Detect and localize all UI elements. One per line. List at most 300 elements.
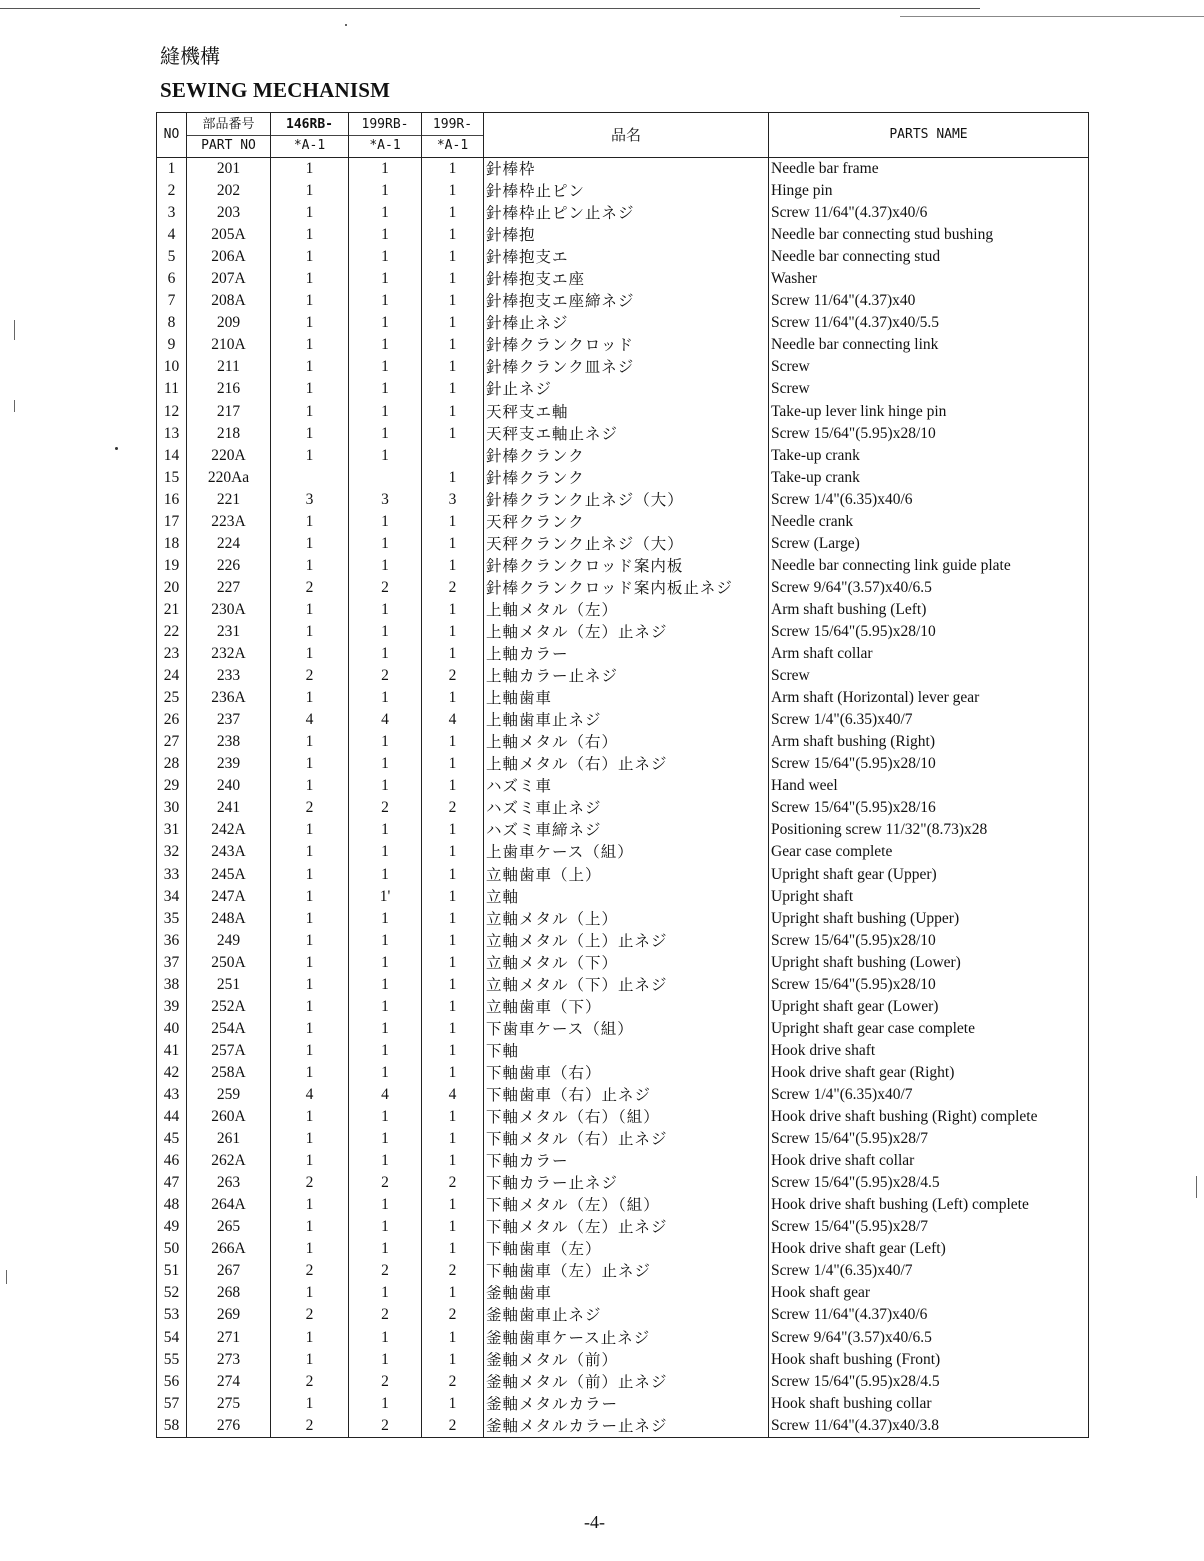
row-name-english: Screw 15/64"(5.95)x28/10 [769,753,1089,775]
row-number: 3 [157,202,187,224]
row-name-japanese: 立軸 [484,886,769,908]
header-part-no-en: PART NO [201,137,256,153]
row-name-english: Positioning screw 11/32"(8.73)x28 [769,819,1089,841]
header-model-199r-top: 199R- [422,115,483,136]
row-qty-199rb: 1 [349,1194,422,1216]
row-name-english: Hook shaft gear [769,1282,1089,1304]
row-qty-199r: 1 [422,401,484,423]
row-qty-199r: 1 [422,864,484,886]
parts-table-header [157,113,1089,158]
row-qty-199rb: 1 [349,290,422,312]
row-name-japanese: 針棒抱支エ [484,246,769,268]
row-qty-199r: 1 [422,1106,484,1128]
row-number: 57 [157,1393,187,1415]
row-name-japanese: 針棒抱 [484,224,769,246]
row-name-english: Upright shaft bushing (Lower) [769,952,1089,974]
row-qty-199r: 1 [422,1349,484,1371]
table-row [157,1282,1089,1304]
row-qty-199r: 1 [422,731,484,753]
row-number: 18 [157,533,187,555]
row-name-japanese: 下軸カラー止ネジ [484,1172,769,1194]
row-qty-199r: 2 [422,1415,484,1438]
row-qty-199r: 1 [422,1216,484,1238]
table-row [157,1371,1089,1393]
row-qty-146rb: 1 [271,268,349,290]
table-row [157,1415,1089,1438]
row-qty-146rb: 1 [271,533,349,555]
row-name-japanese: 立軸メタル（下） [484,952,769,974]
table-row [157,687,1089,709]
scan-edge-mark [6,1270,7,1284]
row-qty-199r: 1 [422,312,484,334]
table-row [157,1260,1089,1282]
row-part-number: 258A [187,1062,271,1084]
table-row [157,1018,1089,1040]
row-name-japanese: 針棒クランク [484,467,769,489]
row-qty-199rb: 1 [349,952,422,974]
row-part-number: 220Aa [187,467,271,489]
row-number: 31 [157,819,187,841]
row-number: 45 [157,1128,187,1150]
row-name-english: Needle bar connecting stud [769,246,1089,268]
row-name-english: Screw (Large) [769,533,1089,555]
row-qty-199rb: 1 [349,841,422,863]
row-name-english: Screw 11/64"(4.37)x40 [769,290,1089,312]
row-qty-146rb: 1 [271,224,349,246]
row-number: 15 [157,467,187,489]
header-name-jp: 品名 [484,113,769,158]
row-name-japanese: 天秤支エ軸止ネジ [484,423,769,445]
row-name-english: Screw 15/64"(5.95)x28/16 [769,797,1089,819]
row-number: 56 [157,1371,187,1393]
row-name-english: Screw 1/4"(6.35)x40/6 [769,489,1089,511]
row-number: 4 [157,224,187,246]
row-qty-146rb: 1 [271,753,349,775]
row-name-english: Upright shaft bushing (Upper) [769,908,1089,930]
row-qty-199rb: 1 [349,1393,422,1415]
row-qty-146rb: 1 [271,1216,349,1238]
table-row [157,1150,1089,1172]
row-qty-146rb: 1 [271,996,349,1018]
row-qty-199rb: 1 [349,268,422,290]
table-row [157,489,1089,511]
row-number: 25 [157,687,187,709]
table-row [157,797,1089,819]
table-row [157,202,1089,224]
table-row [157,158,1089,181]
row-name-english: Screw 15/64"(5.95)x28/4.5 [769,1371,1089,1393]
row-qty-199r: 2 [422,665,484,687]
row-qty-199rb: 2 [349,1415,422,1438]
row-part-number: 210A [187,334,271,356]
row-qty-199rb: 1 [349,908,422,930]
row-part-number: 250A [187,952,271,974]
table-row [157,511,1089,533]
row-part-number: 237 [187,709,271,731]
row-qty-146rb: 1 [271,687,349,709]
row-qty-199rb: 1 [349,643,422,665]
row-name-japanese: ハズミ車 [484,775,769,797]
row-qty-146rb: 1 [271,1393,349,1415]
row-qty-146rb: 1 [271,974,349,996]
row-name-japanese: 針棒クランク [484,445,769,467]
row-qty-146rb: 1 [271,864,349,886]
row-part-number: 208A [187,290,271,312]
row-name-japanese: 上軸歯車 [484,687,769,709]
row-qty-146rb: 1 [271,356,349,378]
table-row [157,445,1089,467]
row-qty-146rb [271,467,349,489]
header-model-199rb [349,113,422,158]
row-qty-199r: 1 [422,268,484,290]
table-row [157,356,1089,378]
row-name-english: Hook drive shaft gear (Right) [769,1062,1089,1084]
row-name-english: Screw 1/4"(6.35)x40/7 [769,1260,1089,1282]
row-name-english: Upright shaft gear (Upper) [769,864,1089,886]
header-model-199r [422,113,484,158]
row-number: 22 [157,621,187,643]
row-part-number: 260A [187,1106,271,1128]
row-part-number: 201 [187,158,271,181]
row-part-number: 227 [187,577,271,599]
row-part-number: 231 [187,621,271,643]
row-qty-199rb: 1 [349,753,422,775]
row-qty-199rb: 1 [349,1282,422,1304]
row-number: 47 [157,1172,187,1194]
row-qty-199r: 1 [422,1194,484,1216]
table-row [157,886,1089,908]
row-qty-146rb: 1 [271,334,349,356]
row-number: 12 [157,401,187,423]
row-name-japanese: 釜軸歯車ケース止ネジ [484,1326,769,1348]
row-name-english: Screw 15/64"(5.95)x28/7 [769,1216,1089,1238]
page-number: -4- [584,1512,605,1532]
row-qty-146rb: 4 [271,1084,349,1106]
row-qty-146rb: 1 [271,202,349,224]
row-number: 20 [157,577,187,599]
row-name-japanese: 釜軸メタル（前） [484,1349,769,1371]
row-name-japanese: 下軸メタル（左）止ネジ [484,1216,769,1238]
row-qty-199r: 1 [422,290,484,312]
table-row [157,533,1089,555]
row-number: 55 [157,1349,187,1371]
row-part-number: 262A [187,1150,271,1172]
row-name-japanese: 釜軸メタルカラー止ネジ [484,1415,769,1438]
row-qty-199rb: 4 [349,709,422,731]
row-qty-146rb: 2 [271,1415,349,1438]
row-part-number: 217 [187,401,271,423]
row-qty-199rb: 1 [349,731,422,753]
table-row [157,731,1089,753]
row-qty-199r: 1 [422,775,484,797]
table-row [157,599,1089,621]
scan-speck [345,24,347,26]
row-qty-199r: 4 [422,709,484,731]
row-name-japanese: 針棒枠止ピン止ネジ [484,202,769,224]
row-qty-199rb: 2 [349,1172,422,1194]
table-row [157,930,1089,952]
row-part-number: 254A [187,1018,271,1040]
row-qty-199rb: 1 [349,533,422,555]
row-part-number: 245A [187,864,271,886]
row-part-number: 267 [187,1260,271,1282]
row-number: 26 [157,709,187,731]
row-name-japanese: 針棒抱支エ座締ネジ [484,290,769,312]
table-row [157,1349,1089,1371]
row-qty-199rb: 1 [349,1106,422,1128]
row-name-japanese: 釜軸歯車 [484,1282,769,1304]
row-qty-146rb: 2 [271,797,349,819]
row-number: 53 [157,1304,187,1326]
row-number: 32 [157,841,187,863]
row-name-japanese: 立軸メタル（上）止ネジ [484,930,769,952]
row-qty-146rb: 1 [271,775,349,797]
table-row [157,268,1089,290]
parts-table-body [157,158,1089,1438]
row-name-japanese: 釜軸メタルカラー [484,1393,769,1415]
row-qty-199rb: 1 [349,423,422,445]
header-model-199r-bottom: *A-1 [436,137,469,153]
row-part-number: 275 [187,1393,271,1415]
row-qty-199rb: 1 [349,180,422,202]
row-number: 5 [157,246,187,268]
row-number: 8 [157,312,187,334]
section-title-english: SEWING MECHANISM [160,78,391,102]
row-name-english: Take-up lever link hinge pin [769,401,1089,423]
row-part-number: 207A [187,268,271,290]
row-qty-146rb: 2 [271,1260,349,1282]
row-qty-199r: 1 [422,1128,484,1150]
row-name-japanese: 上軸メタル（右）止ネジ [484,753,769,775]
row-name-english: Hook drive shaft bushing (Right) complete [769,1106,1089,1128]
row-name-english: Screw 1/4"(6.35)x40/7 [769,1084,1089,1106]
row-number: 11 [157,378,187,400]
row-qty-146rb: 2 [271,1304,349,1326]
scan-edge-mark [14,320,15,340]
table-row [157,378,1089,400]
row-qty-199rb: 1 [349,1018,422,1040]
row-name-japanese: 立軸メタル（上） [484,908,769,930]
row-qty-199rb: 2 [349,665,422,687]
row-name-japanese: 下軸 [484,1040,769,1062]
row-qty-199r: 1 [422,224,484,246]
table-row [157,577,1089,599]
row-qty-146rb: 1 [271,1150,349,1172]
row-name-english: Arm shaft collar [769,643,1089,665]
parts-list-table [156,112,1089,1438]
row-qty-146rb: 2 [271,665,349,687]
row-number: 34 [157,886,187,908]
row-name-japanese: 天秤クランク止ネジ（大） [484,533,769,555]
row-number: 37 [157,952,187,974]
row-name-japanese: 上軸メタル（左）止ネジ [484,621,769,643]
row-qty-199rb: 2 [349,1260,422,1282]
row-number: 44 [157,1106,187,1128]
row-name-japanese: 針棒枠止ピン [484,180,769,202]
row-number: 9 [157,334,187,356]
row-qty-199r: 1 [422,974,484,996]
row-name-english: Upright shaft [769,886,1089,908]
row-qty-199r: 1 [422,555,484,577]
row-qty-199rb: 1 [349,158,422,181]
row-qty-199r: 2 [422,1371,484,1393]
row-qty-146rb: 1 [271,841,349,863]
row-qty-199r: 1 [422,753,484,775]
row-part-number: 203 [187,202,271,224]
row-name-english: Screw 11/64"(4.37)x40/6 [769,1304,1089,1326]
row-name-japanese: 天秤支エ軸 [484,401,769,423]
row-name-english: Screw 15/64"(5.95)x28/4.5 [769,1172,1089,1194]
table-row [157,224,1089,246]
row-name-japanese: 立軸歯車（下） [484,996,769,1018]
row-qty-199r [422,445,484,467]
row-number: 28 [157,753,187,775]
header-part-no-jp: 部品番号 [187,115,270,136]
row-qty-199r: 1 [422,334,484,356]
row-name-english: Needle bar connecting stud bushing [769,224,1089,246]
row-part-number: 209 [187,312,271,334]
row-qty-199r: 1 [422,533,484,555]
row-part-number: 274 [187,1371,271,1393]
row-name-japanese: 針棒クランクロッド [484,334,769,356]
row-part-number: 224 [187,533,271,555]
row-part-number: 236A [187,687,271,709]
row-name-english: Needle bar connecting link [769,334,1089,356]
table-row [157,401,1089,423]
row-name-english: Arm shaft (Horizontal) lever gear [769,687,1089,709]
table-row [157,423,1089,445]
row-number: 7 [157,290,187,312]
row-name-english: Gear case complete [769,841,1089,863]
row-name-japanese: 下軸歯車（右） [484,1062,769,1084]
row-name-english: Take-up crank [769,467,1089,489]
row-name-english: Hand weel [769,775,1089,797]
row-qty-146rb: 1 [271,621,349,643]
row-number: 46 [157,1150,187,1172]
row-name-japanese: 立軸歯車（上） [484,864,769,886]
row-qty-199rb: 1 [349,445,422,467]
row-name-english: Screw [769,378,1089,400]
row-number: 19 [157,555,187,577]
row-number: 23 [157,643,187,665]
row-part-number: 230A [187,599,271,621]
row-part-number: 239 [187,753,271,775]
row-number: 58 [157,1415,187,1438]
row-part-number: 268 [187,1282,271,1304]
row-part-number: 220A [187,445,271,467]
row-qty-199rb: 1 [349,511,422,533]
row-part-number: 223A [187,511,271,533]
row-qty-199rb: 1 [349,974,422,996]
table-row [157,246,1089,268]
row-qty-199rb: 1 [349,401,422,423]
row-name-english: Hook drive shaft bushing (Left) complete [769,1194,1089,1216]
row-part-number: 269 [187,1304,271,1326]
row-name-english: Screw 11/64"(4.37)x40/6 [769,202,1089,224]
row-name-japanese: 天秤クランク [484,511,769,533]
row-name-english: Screw 11/64"(4.37)x40/3.8 [769,1415,1089,1438]
row-number: 48 [157,1194,187,1216]
table-row [157,1238,1089,1260]
row-qty-146rb: 1 [271,180,349,202]
row-qty-146rb: 1 [271,1040,349,1062]
row-name-japanese: 針棒クランク皿ネジ [484,356,769,378]
row-qty-199rb: 1 [349,1216,422,1238]
row-name-english: Upright shaft gear (Lower) [769,996,1089,1018]
row-name-japanese: 上軸メタル（左） [484,599,769,621]
table-row [157,555,1089,577]
row-name-japanese: 釜軸メタル（前）止ネジ [484,1371,769,1393]
row-qty-146rb: 2 [271,1172,349,1194]
row-qty-199r: 4 [422,1084,484,1106]
row-name-japanese: 下軸歯車（左） [484,1238,769,1260]
row-qty-199r: 1 [422,1150,484,1172]
row-number: 33 [157,864,187,886]
row-name-english: Take-up crank [769,445,1089,467]
table-row [157,753,1089,775]
row-qty-199rb: 1 [349,312,422,334]
row-name-japanese: 上軸歯車止ネジ [484,709,769,731]
row-qty-199r: 1 [422,423,484,445]
row-qty-146rb: 1 [271,401,349,423]
section-title-japanese: 縫機構 [160,44,220,68]
scan-edge-mark [1196,1176,1197,1198]
row-name-japanese: 上軸カラー [484,643,769,665]
row-name-english: Screw [769,665,1089,687]
row-qty-199rb: 2 [349,1304,422,1326]
row-qty-146rb: 1 [271,511,349,533]
row-qty-199rb: 2 [349,1371,422,1393]
row-name-japanese: 針棒クランクロッド案内板 [484,555,769,577]
row-name-english: Hook drive shaft [769,1040,1089,1062]
row-name-japanese: 針止ネジ [484,378,769,400]
header-no: NO [157,113,187,158]
row-number: 35 [157,908,187,930]
row-qty-199rb: 1 [349,1238,422,1260]
table-row [157,709,1089,731]
row-qty-146rb: 2 [271,577,349,599]
row-qty-146rb: 1 [271,1282,349,1304]
table-row [157,775,1089,797]
row-qty-199r: 1 [422,908,484,930]
row-qty-199rb: 1 [349,1062,422,1084]
row-qty-146rb: 1 [271,908,349,930]
row-name-english: Screw 9/64"(3.57)x40/6.5 [769,577,1089,599]
row-qty-199r: 1 [422,511,484,533]
row-name-japanese: 上歯車ケース（組） [484,841,769,863]
row-name-english: Hook drive shaft gear (Left) [769,1238,1089,1260]
row-part-number: 211 [187,356,271,378]
row-qty-199rb: 1 [349,378,422,400]
header-model-146rb [271,113,349,158]
table-row [157,643,1089,665]
row-qty-199r: 1 [422,180,484,202]
header-model-146rb-top: 146RB- [271,115,348,136]
row-qty-199r: 1 [422,1282,484,1304]
row-part-number: 263 [187,1172,271,1194]
row-qty-199rb: 1 [349,1150,422,1172]
table-row [157,974,1089,996]
row-name-japanese: 上軸カラー止ネジ [484,665,769,687]
row-name-english: Screw 1/4"(6.35)x40/7 [769,709,1089,731]
row-name-english: Screw 9/64"(3.57)x40/6.5 [769,1326,1089,1348]
row-name-japanese: 針棒止ネジ [484,312,769,334]
table-row [157,334,1089,356]
row-number: 49 [157,1216,187,1238]
table-row [157,1084,1089,1106]
row-qty-199rb: 1 [349,599,422,621]
header-model-199rb-bottom: *A-1 [369,137,401,153]
